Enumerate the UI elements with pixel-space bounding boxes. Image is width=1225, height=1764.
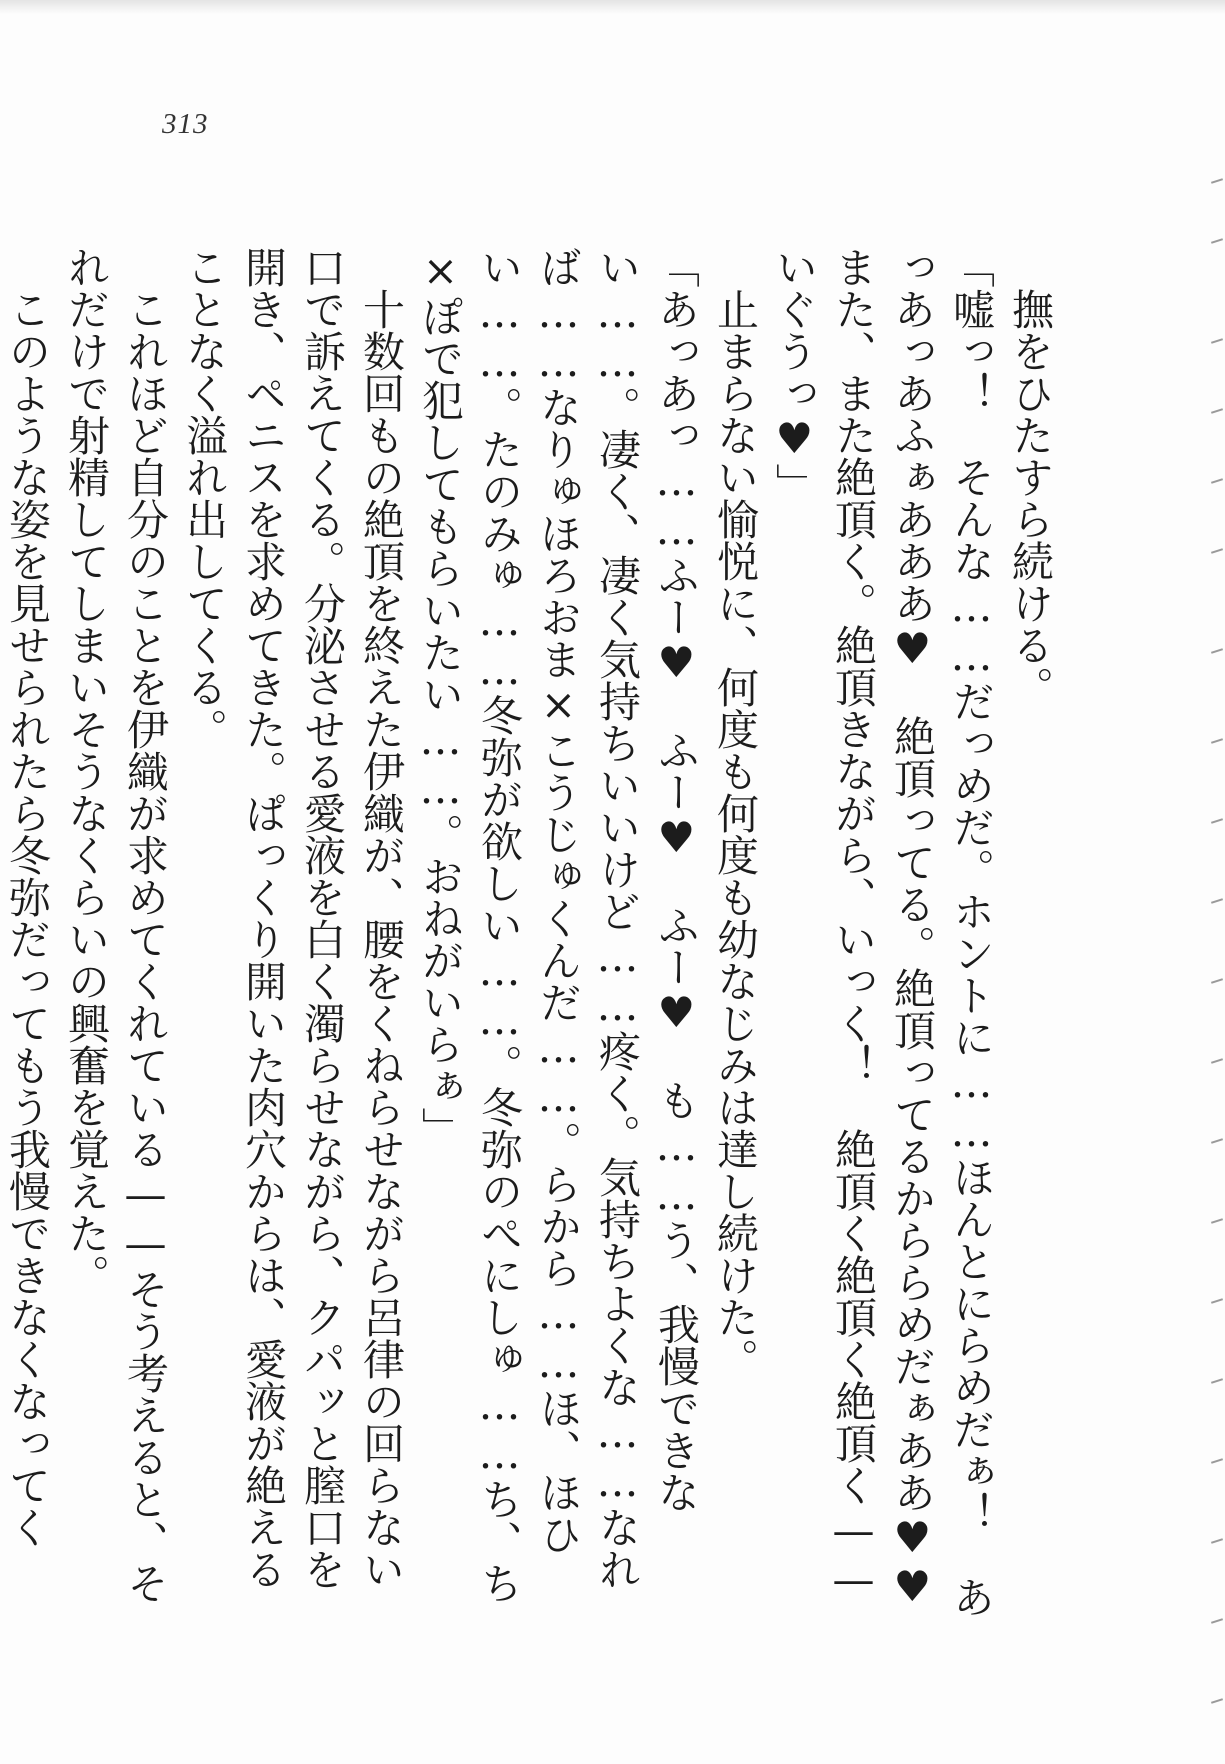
binding-edge-marks bbox=[1209, 180, 1225, 1740]
paragraph-narration: 止まらない愉悦に、何度も何度も幼なじみは達し続けた。 bbox=[711, 288, 760, 1380]
paragraph-narration: 撫をひたすら続ける。 bbox=[1006, 288, 1055, 708]
edge-mark bbox=[1211, 548, 1223, 554]
edge-mark bbox=[1211, 238, 1223, 244]
edge-mark bbox=[1211, 1218, 1223, 1224]
paragraph-narration: これほど自分のことを伊織が求めてくれている——そう考えると、それだけで射精してしまいそうなくらいの興奮を覚えた。 bbox=[62, 246, 170, 1604]
edge-mark bbox=[1211, 178, 1223, 184]
edge-mark bbox=[1211, 898, 1223, 904]
edge-mark bbox=[1211, 738, 1223, 744]
edge-mark bbox=[1211, 478, 1223, 484]
edge-mark bbox=[1211, 978, 1223, 984]
edge-mark bbox=[1211, 818, 1223, 824]
scan-top-edge bbox=[0, 0, 1225, 14]
paragraph-dialogue: 「嘘っ！ そんな……だっめだ。ホントに……ほんとにらめだぁ！ あっあっあふぁあああ♥ 絶頂ってる。絶頂ってるかららめだぁああ♥♥ また、また絶頂く。絶頂きながら、いっく！ 絶頂く絶頂く絶頂く——いぐうっ♥」 bbox=[770, 246, 996, 1653]
edge-mark bbox=[1211, 1618, 1223, 1624]
vertical-text-body bbox=[3, 246, 1060, 1653]
edge-mark bbox=[1211, 1058, 1223, 1064]
edge-mark bbox=[1211, 1298, 1223, 1304]
edge-mark bbox=[1211, 1378, 1223, 1384]
page-number: 313 bbox=[162, 108, 209, 140]
edge-mark bbox=[1211, 1538, 1223, 1544]
edge-mark bbox=[1211, 1458, 1223, 1464]
paragraph-dialogue: 「あっあっ……ふー♥ ふー♥ ふー♥ も……う、我慢できない……。凄く、凄く気持ちいいけど……疼く。気持ちよくな……なれば……なりゅほろおま×こうじゅくんだ……。らから……ほ、ほひい……。たのみゅ……冬弥が欲しい……。冬弥のぺにしゅ……ち、ち×ぽで犯してもらいたい……。おねがいらぁ」 bbox=[416, 246, 701, 1604]
edge-mark bbox=[1211, 1138, 1223, 1144]
paragraph-narration: 十数回もの絶頂を終えた伊織が、腰をくねらせながら呂律の回らない口で訴えてくる。分泌させる愛液を白く濁らせながら、クパッと膣口を開き、ペニスを求めてきた。ぱっくり開いた肉穴からは、愛液が絶えることなく溢れ出してくる。 bbox=[180, 246, 406, 1590]
edge-mark bbox=[1211, 1698, 1223, 1704]
paragraph-narration: このような姿を見せられたら冬弥だってもう我慢できなくなってく bbox=[3, 288, 52, 1548]
edge-mark bbox=[1211, 338, 1223, 344]
edge-mark bbox=[1211, 648, 1223, 654]
edge-mark bbox=[1211, 408, 1223, 414]
